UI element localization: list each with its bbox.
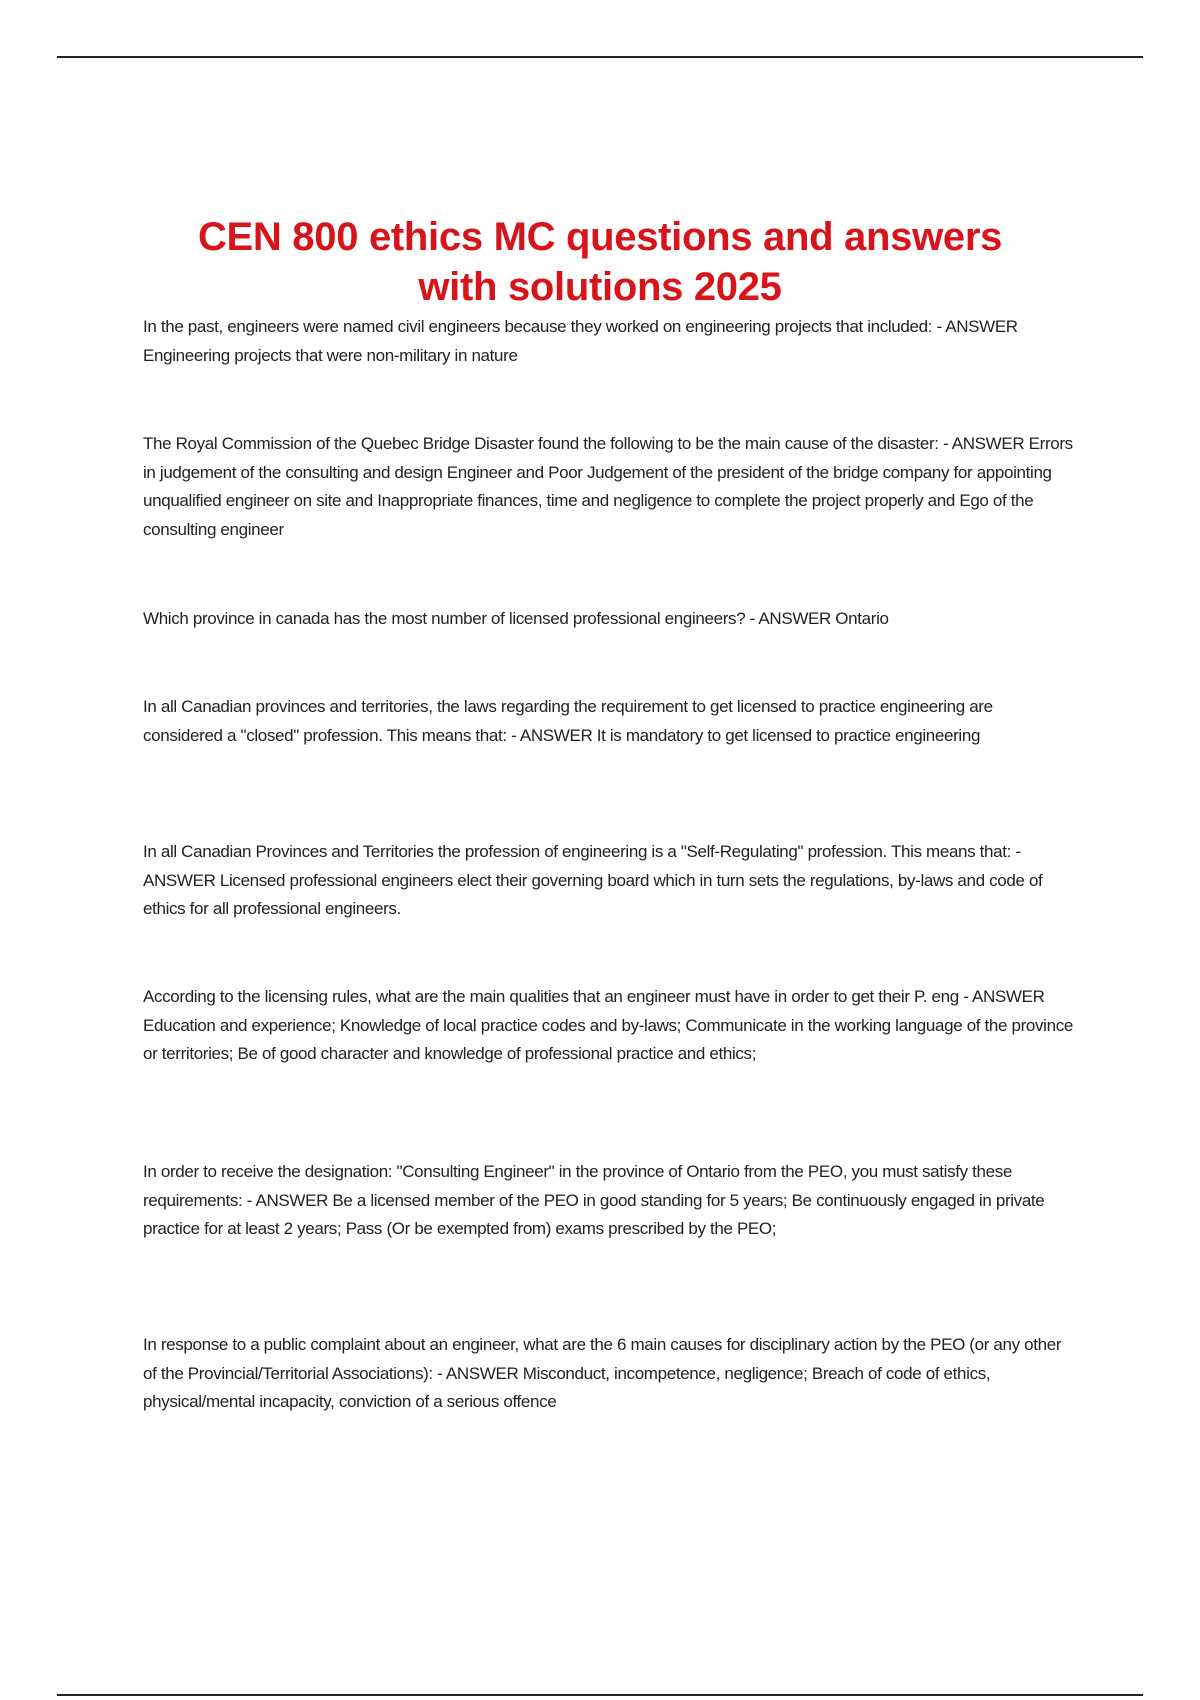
- qa-item: According to the licensing rules, what are the main qualities that an engineer must have in order to get their P. eng - ANSWER Education and experience; Knowledge of local practice codes and by-laws; Communicate in the working language of the province or territories; Be of good character and knowledge of professional practice and ethics;: [143, 987, 1073, 1064]
- top-rule: [57, 56, 1143, 58]
- title-line-1: CEN 800 ethics MC questions and answers: [197, 215, 1003, 259]
- title-line-2: with solutions 2025: [418, 265, 782, 309]
- qa-item: Which province in canada has the most number of licensed professional engineers? - ANSWER Ontario: [143, 609, 889, 628]
- qa-item: In response to a public complaint about an engineer, what are the 6 main causes for disciplinary action by the PEO (or any other of the Provincial/Territorial Associations): - ANSWER Misconduct, incompetence, negligence; Breach of code of ethics, physical/mental incapacity, conviction of a serious offence: [143, 1335, 1062, 1412]
- qa-item: In the past, engineers were named civil engineers because they worked on engineering projects that included: - ANSWER Engineering projects that were non-military in nature: [143, 317, 1018, 365]
- qa-item: In all Canadian provinces and territories, the laws regarding the requirement to get licensed to practice engineering are considered a "closed" profession. This means that: - ANSWER It is mandatory to get licensed to practice engineering: [143, 697, 993, 745]
- qa-item: The Royal Commission of the Quebec Bridge Disaster found the following to be the main cause of the disaster: - ANSWER Errors in judgement of the consulting and design Engineer and Poor Judgement of the president of the bridge company for appointing unqualified engineer on site and Inappropriate finances, time and negligence to complete the project properly and Ego of the consulting engineer: [143, 434, 1073, 540]
- qa-item: In order to receive the designation: "Consulting Engineer" in the province of Ontario from the PEO, you must satisfy these requirements: - ANSWER Be a licensed member of the PEO in good standing for 5 years; Be continuously engaged in private practice for at least 2 years; Pass (Or be exempted from) exams prescribed by the PEO;: [143, 1162, 1045, 1239]
- bottom-rule: [57, 1694, 1143, 1696]
- document-title: [0, 212, 1200, 312]
- qa-item: In all Canadian Provinces and Territories the profession of engineering is a "Self-Regulating" profession. This means that: - ANSWER Licensed professional engineers elect their governing board which in turn sets the regulations, by-laws and code of ethics for all professional engineers.: [143, 842, 1043, 919]
